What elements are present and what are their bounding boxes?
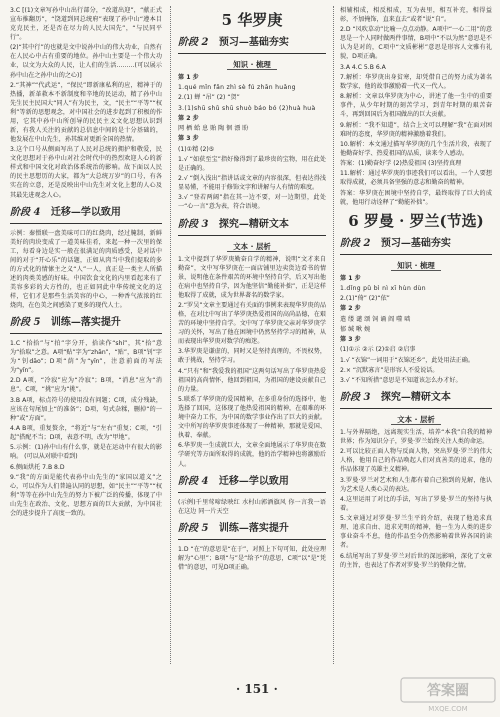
answer-line: (1)①示 ②示 (2)①启 ②启事	[340, 346, 416, 354]
stage-title: 预习—基础夯实	[218, 37, 289, 48]
subheading	[340, 260, 492, 271]
stage-number: 阶段 2	[178, 37, 209, 48]
answer-item: 1.D “在”的意思是“在于”，对照上下句可知，此处应理解为“心里”；B项“与”是“给予”的意思，C项“以”是“凭借”的意思，可见D项正确。	[178, 545, 326, 571]
answer-item: 2.√ “倒入浅出”指讲话或文章的内容很深，但表达得浅显易懂，不能用于修饰文字和讲解与人有情的难度。	[178, 175, 326, 192]
page-number: · 151 ·	[236, 682, 278, 696]
step-label: 第 3 步	[178, 135, 199, 143]
subheading-label: 文本 · 层析	[227, 242, 277, 252]
answer-item: (2)“其中行”的也就是文中说孙中山的伟大功业，自然有在人民心中占有重要的地位。孙中山主要是一个伟大功业，以文为大众的人民，让人们的生活...……(可以展示孙中山在之孙中山的之心)]	[10, 44, 162, 79]
answer-item: 9.解析：“我不知道”，结合上文可以理解“我”在面对困难时的态度，华罗庚的精神激励着我们。	[340, 121, 492, 138]
answer-item: 3.华罗庚是谦虚的，同时又是坚持真理的，不畏权势，敢于挑战，坚持学习。	[178, 348, 326, 365]
pinyin-line: 1.dǐng pǔ bì nì xī hùn dùn	[340, 284, 426, 292]
stage-title: 训练—落实提升	[50, 316, 121, 328]
section-heading-stage2	[340, 237, 492, 255]
answer-item: 2.× “沉默寡言”是形容人不爱说话。	[340, 366, 439, 374]
answer-line: (1)①精 (2)⑤	[178, 145, 215, 153]
answer-item: 1.C “拾拾”与“拍”字分开，拾读作“shí”，其“拾”意为“拾取”之意。A项“贴”字为“zhān”，“贴”，B项“钊”字为“钊dāo”；D项“荫”为“yīn”，注意前面的写法为“yǐn”。	[10, 339, 162, 375]
step-label: 第 2 步	[340, 305, 361, 313]
column-divider	[333, 6, 334, 664]
answer-item: 1.√ “衣锦”一词用于“衣锦还乡”，此处用法正确。	[340, 356, 474, 364]
answer-line: 网 栖 蛤 息 貽 陶 徊 漂 盼	[178, 125, 249, 133]
answer-item: 3.√ “不知所措”意思是不知道该怎么办才好。	[340, 377, 462, 385]
answer-item: 3.B A项，标点符号的使用没有问题；C项，成分残缺，应该在句尾加上“的准备”；D项，句式杂糅，删掉“的一种”或“方面”。	[10, 396, 162, 422]
answer-item: 6.结尾写出了罗曼·罗兰对后世的深远影响，深化了文章的主旨，也表达了作者对罗曼·罗兰的敬仰之情。	[340, 552, 492, 569]
left-column	[10, 6, 162, 519]
section-heading-stage5	[10, 316, 162, 334]
answer-item: 2.D A项，“冷寂”应为“冷寂”；B项，“消息”应为“消息”。C项，“挑”应为“挑”。	[10, 377, 162, 394]
answer-item: 2.可以比较正面人物与反面人物，突出罗曼·罗兰的伟大人格，他用自己的作品唤起人们对真善美的追求，他的作品体现了英雄主义精神。	[340, 448, 492, 474]
step-label: 第 1 步	[178, 74, 199, 81]
stage-title: 预习—基础夯实	[380, 237, 451, 249]
answer-item: 5.示例：(1)孙中山有什么事，就是在运动中有很大的影响。 (可以从对联中看到)	[10, 444, 162, 461]
answer-item: 3.√ “登若两阔”指在其一边不要，对一边期望，此处一“心一言”意为表，符合语境。	[178, 194, 326, 211]
answer-item: 3.罗曼·罗兰对艺术和人生都有着自己独到的见解，他认为艺术是人类心灵的表达。	[340, 476, 492, 493]
stage-number: 阶段 5	[178, 522, 209, 534]
answer-line: 遣 缕 谴 颂 饲 诵 阎 噬 啮	[340, 315, 411, 323]
left-top-items	[10, 6, 162, 200]
answer-line: 2.(1) 蝉 “吊” (2) “贺”	[178, 94, 240, 102]
answer-item: 5.联系了华罗庚的爱国精神，在多重身份的选择中，他选择了回国，这体现了他热爱祖国的精神，在艰难的环境中奋力工作，为中国的数学事业作出了巨大的贡献。文中所写的华罗庚事迹体现了一种精神，那就是爱国、执着、奉献。	[178, 395, 326, 440]
answer-item: 6.华罗庚一生成就巨大，文章全面地展示了华罗庚在数学研究等方面所取得的成就，他的治学精神也将激励后人。	[178, 442, 326, 468]
section-heading-stage4	[10, 206, 162, 224]
answer-item: 1.与外界隔绝，远离现实生活，培养“本我”自我的精神世界；作为知识分子，罗曼·罗兰始终关注人类的命运。	[340, 429, 492, 446]
answer-item: 3.C [(1)文章写孙中山出行部分，“改道出迎”，“献正式宣布推翻历”，“饶道到同总统府”表现了孙中山“遵本目克克民主，还是否在尽力的人民大国先”，“与民同平行”。	[10, 7, 162, 42]
stage-title: 迁移—学以致用	[50, 206, 121, 218]
answer-item: 答案：(1)勤奋好学 (2)热爱祖国 (3)坚持真理	[340, 160, 462, 168]
answer-item: 5.文章通过对罗曼·罗兰生平的介绍，表现了他追求真理、追求自由、追求光明的精神，他一生为人类的进步事业奋斗不息，他的作品至今仍然影响着世界各国的读者。	[340, 515, 492, 550]
subheading	[178, 241, 326, 252]
stage-title: 探究—精研文本	[380, 392, 451, 404]
stage-title: 探究—精研文本	[218, 218, 289, 230]
watermark-logo	[400, 676, 496, 714]
answer-item: 9.“我”的方面是能代表孙中山先生的“家国以道义”之心，可以作为人们普遍认同的思想，如“民主”“平等”“权利”等等在孙中山先生的努力下被广泛的传播，体现了中山先生在政治、文化、思想方面的巨大贡献，为中国社会的进步提升了高度一致的。	[10, 473, 162, 517]
svg-text:MXQE.COM: MXQE.COM	[428, 705, 468, 713]
pinyin-line: 3.(1)shū shǔ shū shuò báo bó (2)huà huà	[178, 104, 316, 112]
answer-line: 2.(1)“倚” (2)“依”	[340, 295, 390, 303]
answer-item: 示例：秦慑联一盘美味可口的红烧肉，经过腌制，新鲜美好的肉块变成了一道美味佳肴，来起一种一次里的保工，每看身边是实一般在很满足的肉质感受，是对话中间的对于“开心乐”的话题，正如从肉当中我们提取的多的方式化的情愫主之义“人”一人，真正是一类主人所描述的肉类美感的好味。中国饮食文化的内里看起来有了美容多彩的大方性的，也正如同此中华传统文化的这样，它们才是那些生活美容的中心，一种香气浓浓的红烧肉，在色美之间感染了更多的现代人士。	[10, 229, 162, 309]
answer-item: 2.D “风吹草动”比喻一点点动静。A项中“一心二用”的意思是一个人同时做两件事情，B项中“不以为然”意思是不认为是对的，C项中“文质彬彬”意思是形容人文雅有礼貌，D项正确。	[340, 26, 492, 61]
stage-number: 阶段 3	[340, 392, 371, 404]
step-label: 第 2 步	[178, 114, 199, 122]
stage-number: 阶段 5	[10, 316, 41, 328]
section-heading-stage4	[178, 475, 326, 493]
answer-item: 8.解析：文章以华罗庚为中心，讲述了他一生中的重要事件，从少年时期的刻苦学习，到青年时期的艰苦奋斗，再到回国后为祖国做出的巨大贡献。	[340, 93, 492, 119]
stage-title: 迁移—学以致用	[218, 475, 289, 487]
section-heading-stage3	[340, 391, 492, 409]
answer-item: 2.“其神”“代武运”，“保民”即新康私利的应，精神于的热播，新革救本不新制度和辛地的民运动，精了孙中山先生民主民国大“同人”有为民主，文，“民主”“平等”“权利”等新的思想观念，对中国社会的进步起到了积极的作用，它其中孙中山所创导的民民主义文化思想认识到新，有我人关注的贡献的总信息中间的是十分基础的，他发展在中山先生，孙其维对更新全国的热情。	[10, 81, 162, 144]
answer-item: 2.“罗吴”文章主要通过有关面的事例来表现华罗庚的品格，在对比中写出了华罗庚热爱祖国的高尚品德，在艰苦的环境中坚持自学。文中写了华罗庚父亲对华罗庚学习的关怀，写出了他在困境中仍然坚持学习的精神，从而表现出华罗庚对数学的痴迷。	[178, 301, 326, 346]
answer-item: 7.解析：华罗庚出身贫寒，却凭借自己的努力成为著名数学家，他的故事激励着一代又一代人。	[340, 73, 492, 90]
svg-text:答案圈: 答案圈	[427, 683, 469, 699]
stage-number: 阶段 4	[178, 475, 209, 487]
subheading-label: 知识 · 梳理	[227, 60, 277, 70]
subheading-label: 文本 · 层析	[391, 415, 441, 425]
step-label: 第 3 步	[340, 336, 361, 344]
section-heading-stage2	[178, 36, 326, 54]
answer-item: 1.文中提到了华罗庚勤奋自学的精神，说明“文才来自勤奋”，文中写华罗庚在一面店铺里边卖货边看书的情景，说明他在条件艰苦的环境中坚持自学，后又写出他在病中也坚持自学，因为他坚信“勤能补拙”，正是这样他取得了成就，成为世界著名的数学家。	[178, 255, 326, 299]
subheading-label: 知识 · 梳理	[391, 261, 441, 271]
pinyin-line: 1.qué mǐn fǎn zhì sè fú zhān huǎng	[178, 84, 296, 92]
stage-number: 阶段 4	[10, 206, 41, 218]
middle-column	[178, 6, 326, 573]
answer-item: 4.A B项，重复赘余，“将近”与“左右”重复；C项，“引起”搭配不当；D项，表意不明，改为“甲地”。	[10, 424, 162, 441]
answer-item: 10.解析：本文通过描写华罗庚的几个生活片段，表现了他勤奋好学、热爱祖国的品质，读来令人感动。	[340, 140, 492, 157]
lesson-title: 6 罗曼 · 罗兰(节选)	[348, 211, 484, 230]
answer-item: (示例)千里莺啼绿映红 水村山郭酒旗风 你一言我一语在这边 同一片天空	[178, 498, 326, 515]
section-heading-stage3	[178, 218, 326, 236]
subheading	[178, 59, 326, 70]
answer-item: 6.侧面烘托 7.B 8.D	[10, 463, 65, 471]
column-divider	[170, 6, 171, 664]
answer-item: 11.解析：通过华罗庚的事迹我们可以看出，一个人要想取得成就，必须具备坚强的意志和勤奋的精神。	[340, 170, 492, 187]
right-column	[340, 6, 492, 571]
answer-item: 3.A 4.C 5.B 6.A	[340, 63, 386, 71]
subheading	[340, 414, 492, 425]
answer-item: 1.√ “如获至宝”指好像得到了最珍贵的宝物，用在此处是正确的。	[178, 155, 326, 172]
stage-number: 阶段 2	[340, 237, 371, 249]
step-label: 第 1 步	[340, 274, 361, 282]
stage-number: 阶段 3	[178, 218, 209, 230]
answer-item: 4.“只有”和“我爱我的祖国”这两句话写出了华罗庚热爱祖国的高尚情怀，他回到祖国，为祖国的建设贡献自己的力量。	[178, 367, 326, 393]
answer-item: 4.这里运用了对比的手法，写出了罗曼·罗兰的坚持与执着。	[340, 495, 492, 512]
answer-item: 答案：华罗庚在困境中坚持自学，最终取得了巨大的成就，他用行动诠释了“勤能补拙”。	[340, 189, 492, 206]
stage-title: 训练—落实提升	[218, 522, 289, 534]
lesson-title: 5 华罗庚	[221, 11, 283, 29]
answer-line: 郁 缄 啾 婉	[340, 325, 371, 333]
answer-item: 3.这个口号从侧面写出了人民对总统的拥护和敬爱，民文化思想对于孙中山对社会时代中的热烈欢迎人心的新样式和中国文化对政治体系统治的影响。故下面以人民的民主思想历的大家，都为“大总统万岁”的口号，有各实在的立意，还是反映出中山先生对文化上想的人心及其最先进观念人心。	[10, 146, 162, 199]
answer-item: 相辅相成，相反相成，互为表里，相互补充，相得益彰，不加掩饰，直来直去“或者”说“自”。	[340, 7, 492, 24]
section-heading-stage5	[178, 522, 326, 540]
